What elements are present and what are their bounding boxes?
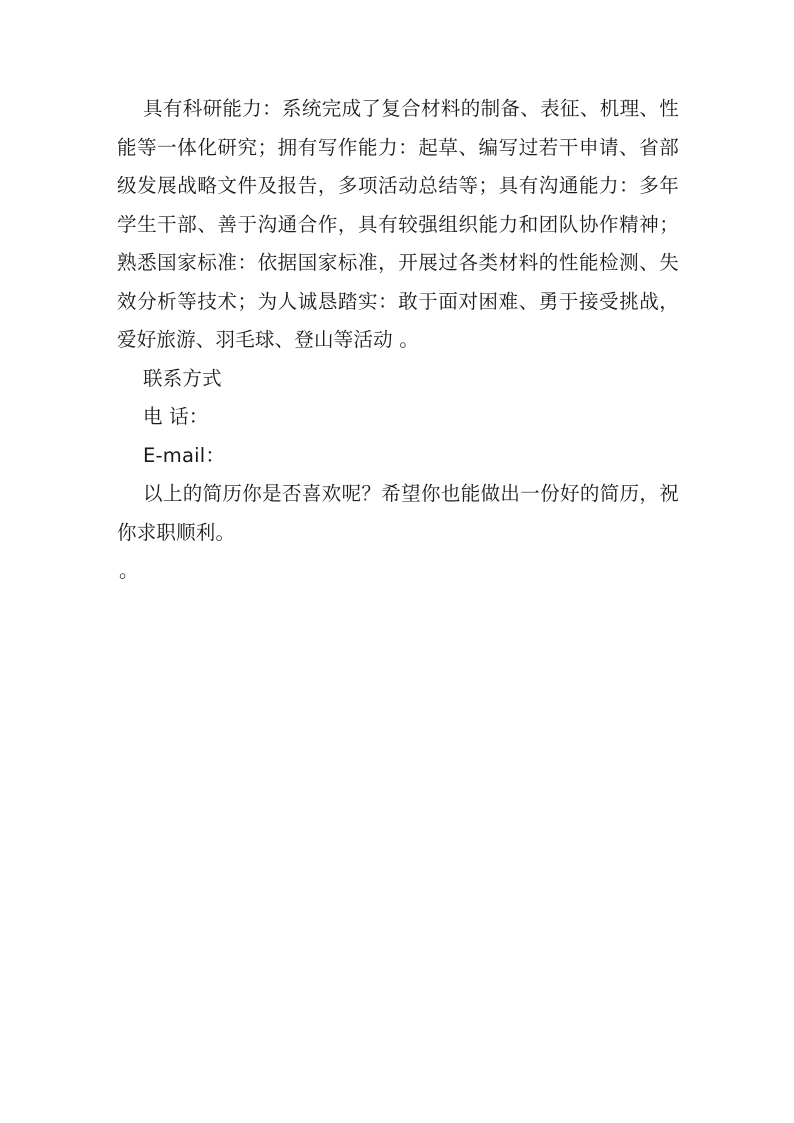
trailing-period: 。 bbox=[119, 559, 139, 582]
phone-label: 电 话： bbox=[143, 405, 209, 428]
contact-heading: 联系方式 bbox=[143, 366, 222, 390]
document-body bbox=[117, 90, 679, 591]
closing-paragraph: 以上的简历你是否喜欢呢？希望你也能做出一份好的简历，祝你求职顺利。 bbox=[117, 482, 679, 544]
self-evaluation-paragraph: 具有科研能力：系统完成了复合材料的制备、表征、机理、性能等一体化研究；拥有写作能力：起草、编写过若干申请、省部级发展战略文件及报告，多项活动总结等；具有沟通能力：多年学生干部、善于沟通合作，具有较强组织能力和团队协作精神；熟悉国家标准：依据国家标准，开展过各类材料的性能检测、失效分析等技术；为人诚恳踏实：敢于面对困难、勇于接受挑战，爱好旅游、羽毛球、登山等活动 。 bbox=[117, 97, 679, 351]
email-label: E-mail： bbox=[143, 443, 226, 467]
